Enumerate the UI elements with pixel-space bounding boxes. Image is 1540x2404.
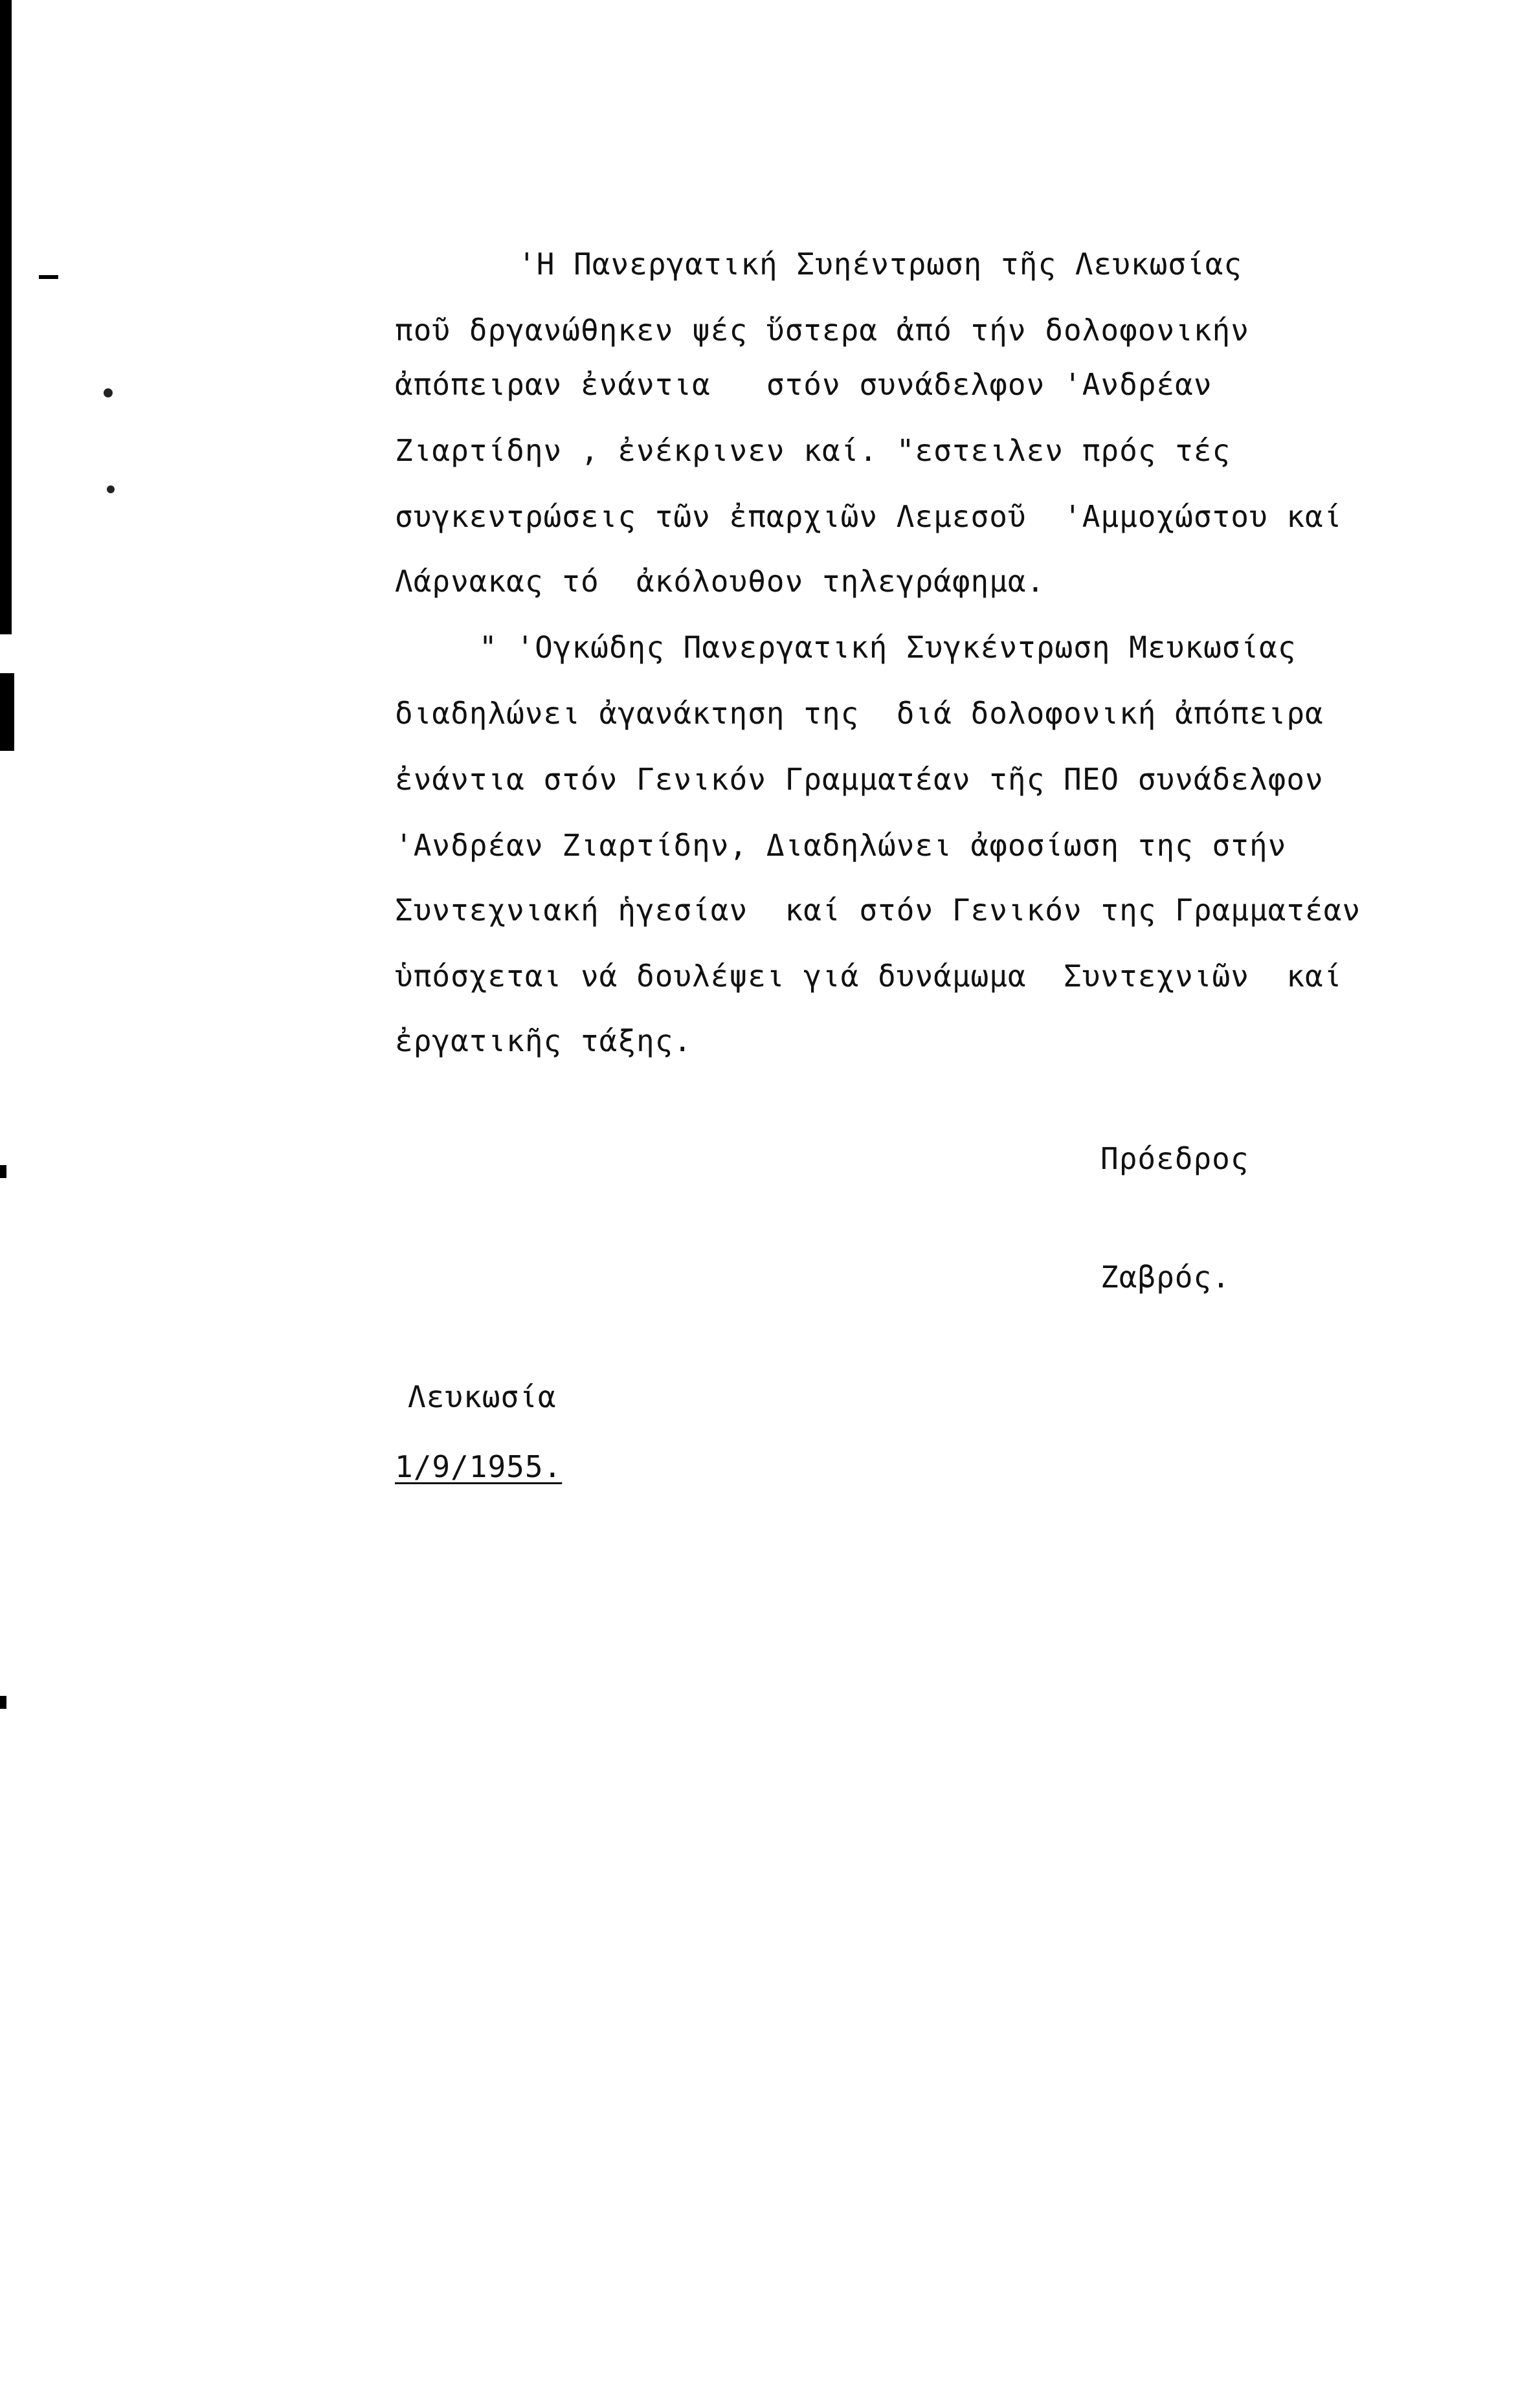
paragraph2-line: διαδηλώνει ἀγανάκτηση της διά δολοφονική ἀπόπειρα — [395, 696, 1324, 731]
paragraph1-line: 'Η Πανεργατική Συηέντρωση τῆς Λευκωσίας — [518, 247, 1243, 282]
paragraph1-line: ἀπόπειραν ἐνάντια στόν συνάδελφον 'Ανδρέαν — [395, 367, 1212, 402]
scan-speck — [107, 485, 115, 493]
paragraph2-line: ἐργατικῆς τάξης. — [395, 1023, 693, 1058]
date: 1/9/1955. — [395, 1449, 563, 1484]
paragraph1-line: Λάρνακας τό ἀκόλουθον τηλεγράφημα. — [395, 564, 1045, 599]
scan-edge-mark — [0, 1696, 6, 1709]
paragraph2-line: ὑπόσχεται νά δουλέψει γιά δυνάμωμα Συντεχνιῶν καί — [395, 959, 1343, 994]
scan-edge-mark — [0, 0, 12, 634]
paragraph2-line: 'Ανδρέαν Ζιαρτίδην, Διαδηλώνει ἀφοσίωση της στήν — [395, 828, 1287, 863]
signature-title: Πρόεδρος — [1100, 1141, 1249, 1176]
paragraph2-line: " 'Ογκώδης Πανεργατική Συγκέντρωση Μευκωσίας — [479, 630, 1297, 665]
scan-speck — [104, 388, 113, 397]
scan-edge-mark — [0, 1165, 6, 1178]
scan-edge-mark — [0, 673, 14, 751]
signature-name: Ζαβρός. — [1100, 1260, 1231, 1295]
paragraph2-line: ἐνάντια στόν Γενικόν Γραμματέαν τῆς ΠΕΟ συνάδελφον — [395, 762, 1324, 797]
paragraph1-line: συγκεντρώσεις τῶν ἐπαρχιῶν Λεμεσοῦ 'Αμμοχώστου καί — [395, 499, 1343, 534]
place: Λευκωσία — [408, 1379, 557, 1414]
scan-edge-mark — [39, 275, 58, 279]
paragraph1-line: Ζιαρτίδην , ἐνέκρινεν καί. "εστειλεν πρός τές — [395, 433, 1231, 468]
paragraph2-line: Συντεχνιακή ἡγεσίαν καί στόν Γενικόν της Γραμματέαν — [395, 893, 1361, 928]
paragraph1-line: ποῦ δργανώθηκεν ψές ὕστερα ἀπό τήν δολοφονικήν — [395, 313, 1249, 348]
